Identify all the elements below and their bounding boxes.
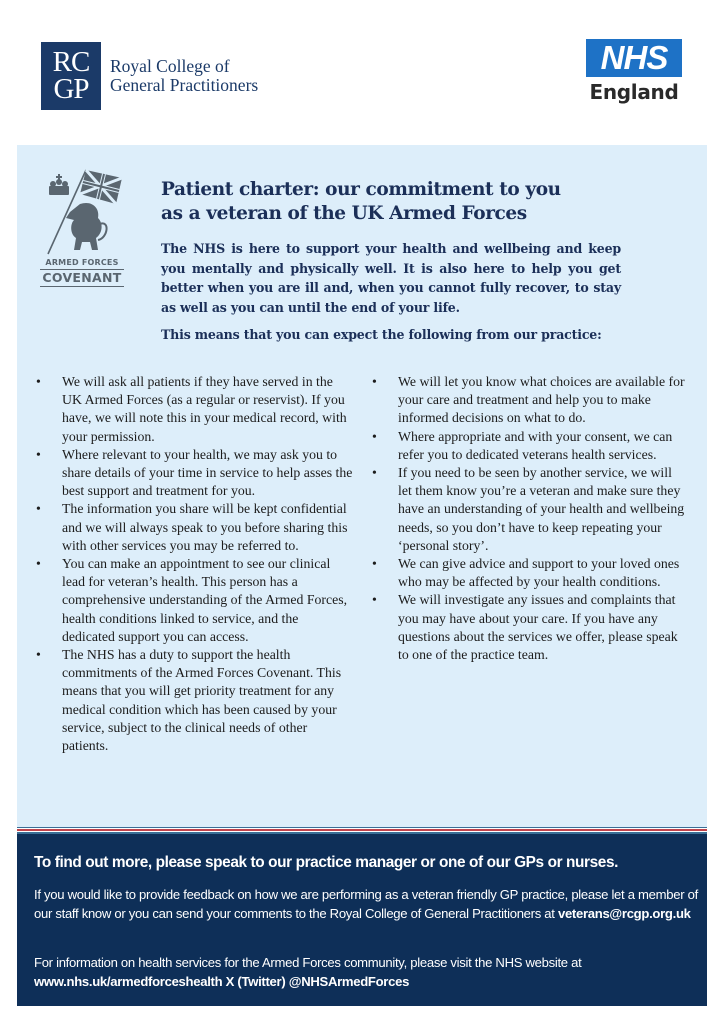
list-item-text: We will let you know what choices are available for your care and treatment and help you to make informed decisions on what to do. (398, 374, 685, 426)
title-line1: Patient charter: our commitment to you (161, 179, 561, 200)
expect-heading: This means that you can expect the following from our practice: (161, 327, 602, 342)
bullet-icon: • (372, 374, 377, 389)
list-item (359, 555, 689, 591)
call-to-action: To find out more, please speak to our practice manager or one of our GPs or nurses. (34, 854, 618, 871)
list-item-text: Where appropriate and with your consent, we can refer you to dedicated veterans health services. (398, 428, 673, 462)
twitter-handle[interactable]: X (Twitter) @NHSArmedForces (222, 973, 410, 989)
bullet-icon: • (36, 374, 41, 389)
nhs-badge: NHS (586, 39, 682, 77)
list-item-text: If you need to be seen by another service, we will let them know you’re a veteran and make sure they have an understanding of your health and wellbeing needs, so you don’t have to keep repeating your ‘personal story’. (398, 465, 685, 553)
page-title (161, 178, 561, 226)
bullet-icon: • (36, 647, 41, 663)
list-item-text: We will investigate any issues and complaints that you may have about your care. If you have any questions about the services we offer, please speak to one of the practice team. (398, 592, 678, 663)
bullet-icon: • (372, 592, 377, 608)
list-item (23, 446, 353, 501)
bullet-icon: • (36, 501, 41, 517)
list-item-text: Where relevant to your health, we may ask you to share details of your time in service to help asses the best support and treatment for you. (62, 446, 353, 499)
intro-paragraph: The NHS is here to support your health and wellbeing and keep you mentally and physically well. It is also here to help you get better when you are ill and, when you cannot fully recover, to stay as well as you can until the end of your life. (161, 241, 621, 315)
list-item (359, 373, 689, 428)
nhs-england-logo (586, 39, 682, 104)
commitments-list-right (359, 373, 689, 664)
list-item (23, 646, 353, 755)
nhs-region: England (589, 80, 679, 104)
feedback-paragraph (34, 886, 704, 923)
nhs-armed-forces-link[interactable]: www.nhs.uk/armedforceshealth (34, 973, 223, 989)
list-item (359, 428, 689, 464)
covenant-line2: COVENANT (40, 270, 124, 287)
list-item (23, 555, 353, 646)
list-item-text: The NHS has a duty to support the health commitments of the Armed Forces Covenant. This means that you will get priority treatment for any medical condition which has been caused by your service, subject to the clinical needs of other patients. (62, 647, 342, 754)
info-paragraph (34, 954, 704, 991)
bullet-icon: • (36, 446, 41, 462)
list-item (359, 591, 689, 664)
rcgp-mark-line1: RC (52, 46, 90, 78)
rcgp-logo-mark (41, 42, 101, 110)
list-item (359, 464, 689, 555)
rcgp-logo-name (110, 57, 258, 95)
rcgp-name-line2: General Practitioners (110, 75, 259, 95)
feedback-text: If you would like to provide feedback on how we are performing as a veteran friendly GP practice, please let a member of our staff know or you can send your comments to the Royal College of General Practitioners at (34, 887, 698, 921)
feedback-email-link[interactable]: veterans@rcgp.org.uk (557, 905, 691, 921)
list-item (23, 373, 353, 446)
list-item-text: We can give advice and support to your loved ones who may be affected by your health conditions. (398, 556, 680, 590)
bullet-icon: • (372, 465, 377, 481)
list-item-text: We will ask all patients if they have served in the UK Armed Forces (as a regular or reservist). If you have, we will note this in your medical record, with your permission. (62, 374, 347, 444)
info-text: For information on health services for the Armed Forces community, please visit the NHS website at (34, 955, 582, 970)
list-item (23, 500, 353, 555)
title-line2: as a veteran of the UK Armed Forces (161, 203, 527, 224)
contact-footer (17, 834, 707, 1006)
bullet-icon: • (372, 556, 377, 572)
lion-flag-crown-icon (40, 168, 124, 256)
bullet-icon: • (372, 428, 377, 444)
commitments-list-left (23, 373, 353, 755)
list-item-text: You can make an appointment to see our clinical lead for veteran’s health. This person has a comprehensive understanding of the Armed Forces, health conditions linked to service, and the dedicated support you can access. (62, 556, 348, 644)
list-item-text: The information you share will be kept confidential and we will always speak to you before sharing this with other services you may be referred to. (62, 501, 348, 553)
armed-forces-covenant-logo (40, 168, 124, 287)
rcgp-mark-line2: GP (53, 73, 89, 105)
rcgp-name-line1: Royal College of (110, 56, 230, 76)
bullet-icon: • (36, 556, 41, 572)
rcgp-logo (41, 42, 258, 110)
covenant-line1: ARMED FORCES (40, 258, 124, 270)
